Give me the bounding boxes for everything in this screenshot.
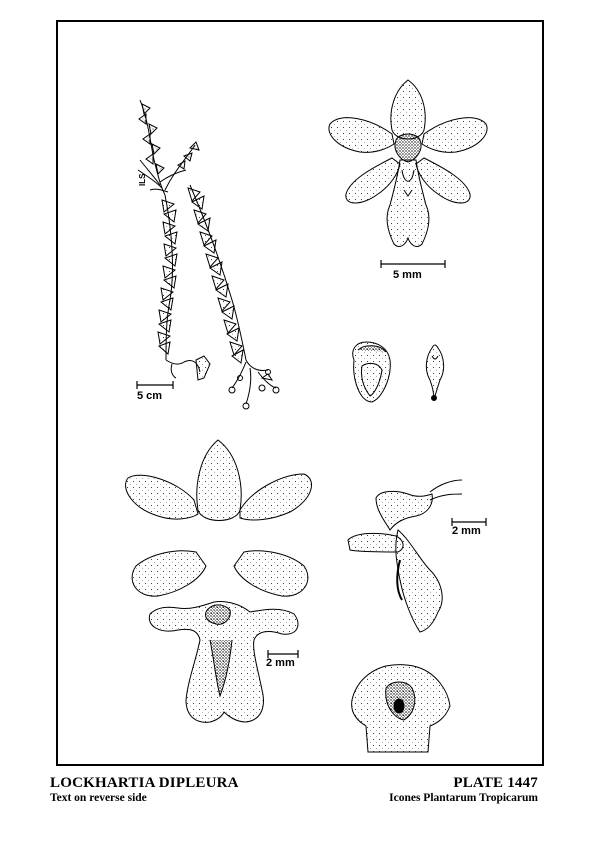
flower-front-view [329,80,487,246]
scale-label-5mm: 5 mm [393,269,422,281]
species-name: LOCKHARTIA DIPLEURA [50,775,239,791]
plant-habit-drawing [138,100,279,409]
scale-label-2mm-column: 2 mm [452,525,481,537]
column-side-view [348,480,462,632]
pollinarium-detail [426,345,443,401]
scale-label-5cm: 5 cm [137,390,163,402]
illustrator-initials: ILS [138,173,147,186]
lip-callus-detail [352,665,450,752]
left-stem-leaves [158,200,177,354]
right-stem-leaves [188,188,243,363]
reverse-side-note: Text on reverse side [50,792,147,804]
scale-bar-5cm [137,381,173,389]
dissected-perianth [126,440,312,722]
scale-bar-5mm [381,260,445,268]
plate-number: PLATE 1447 [453,775,538,791]
series-title: Icones Plantarum Tropicarum [389,792,538,804]
column-front-detail [353,342,391,402]
scale-label-2mm-perianth: 2 mm [266,657,295,669]
